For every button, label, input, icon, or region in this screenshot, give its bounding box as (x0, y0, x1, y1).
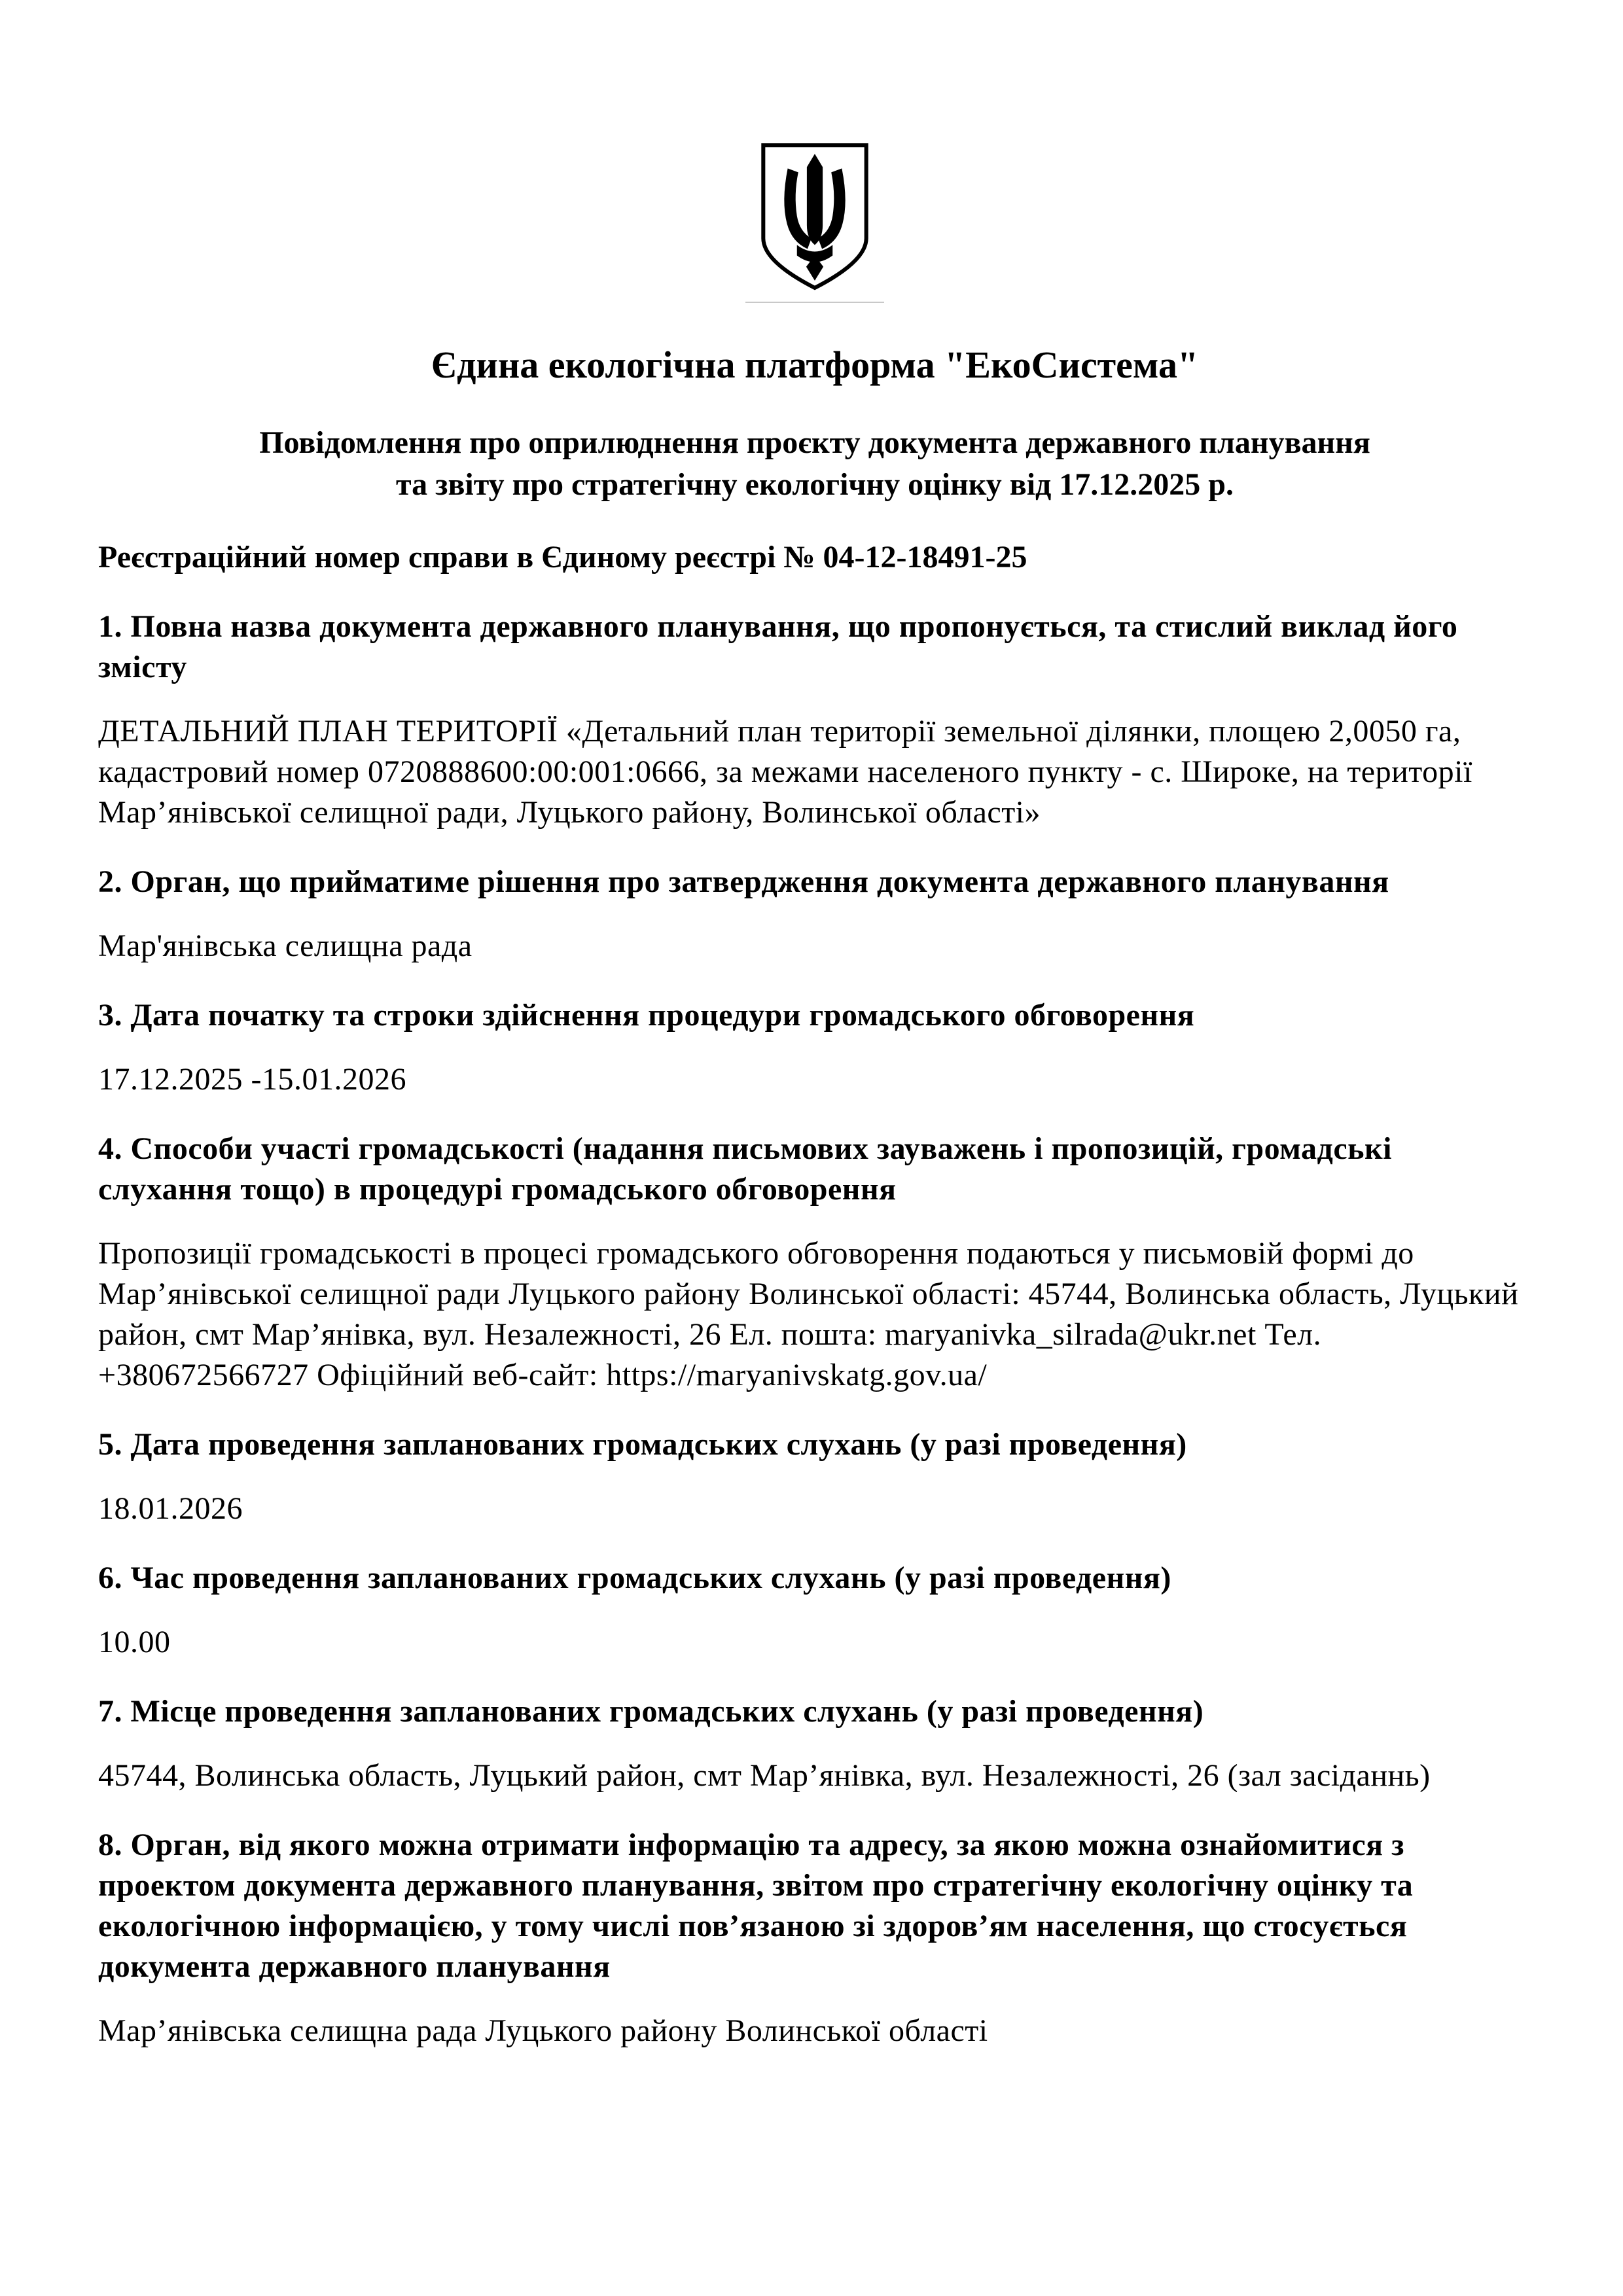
section-2-approving-authority (98, 862, 1531, 966)
section-4-participation-methods (98, 1129, 1531, 1396)
section-1-body: ДЕТАЛЬНИЙ ПЛАН ТЕРИТОРІЇ «Детальний план території земельної ділянки, площею 2,0050 га, кадастровий номер 0720888600:00:001:0666, за межами населеного пункту - с. Широке, на території Мар’янівської селищної ради, Луцького району, Волинської області» (98, 714, 1472, 830)
registry-number: Реєстраційний номер справи в Єдиному реєстрі № 04-12-18491-25 (98, 540, 1027, 574)
section-1-heading: 1. Повна назва документа державного планування, що пропонується, та стислий виклад його змісту (98, 609, 1458, 684)
section-2-body: Мар'янівська селищна рада (98, 928, 473, 963)
section-5-hearing-date (98, 1424, 1531, 1529)
document-body (98, 607, 1531, 2051)
section-6-hearing-time (98, 1558, 1531, 1663)
document-header (98, 141, 1531, 578)
section-6-heading: 6. Час проведення запланованих громадських слухань (у разі проведення) (98, 1561, 1171, 1595)
section-4-body: Пропозиції громадськості в процесі громадського обговорення подаються у письмовій формі до Мар’янівської селищної ради Луцького району Волинської області: 45744, Волинська область, Луцький район, смт Мар’янівка, вул. Незалежності, 26 Ел. пошта: maryanivka_silrada@ukr.net Тел. +380672566727 Офіційний веб-сайт: https://maryanivskatg.gov.ua/ (98, 1236, 1519, 1392)
section-7-heading: 7. Місце проведення запланованих громадських слухань (у разі проведення) (98, 1694, 1204, 1729)
section-7-hearing-place (98, 1691, 1531, 1796)
section-1-full-name (98, 607, 1531, 833)
platform-title: Єдина екологічна платформа "ЕкоСистема" (431, 344, 1199, 386)
notice-title (98, 422, 1531, 506)
section-8-body: Мар’янівська селищна рада Луцького району Волинської області (98, 2013, 988, 2048)
section-7-body: 45744, Волинська область, Луцький район, смт Мар’янівка, вул. Незалежності, 26 (зал засіданнь) (98, 1758, 1431, 1793)
ukraine-trident-emblem-icon (758, 141, 871, 292)
section-6-body: 10.00 (98, 1625, 171, 1659)
section-8-heading: 8. Орган, від якого можна отримати інформацію та адресу, за якою можна ознайомитися з проектом документа державного планування, звітом про стратегічну екологічну оцінку та екологічною інформацією, у тому числі пов’язаною зі здоров’ям населення, що стосується документа державного планування (98, 1828, 1414, 1984)
notice-title-line1: Повідомлення про оприлюднення проєкту документа державного планування (259, 425, 1370, 460)
section-3-body: 17.12.2025 -15.01.2026 (98, 1062, 406, 1097)
notice-title-line2: та звіту про стратегічну екологічну оцінку від 17.12.2025 р. (395, 467, 1234, 502)
section-4-heading: 4. Способи участі громадськості (надання письмових зауважень і пропозицій, громадські слухання тощо) в процедурі громадського обговорення (98, 1131, 1393, 1207)
section-5-heading: 5. Дата проведення запланованих громадських слухань (у разі проведення) (98, 1427, 1187, 1462)
section-2-heading: 2. Орган, що прийматиме рішення про затвердження документа державного планування (98, 864, 1389, 899)
section-8-information-authority (98, 1825, 1531, 2051)
section-5-body: 18.01.2026 (98, 1491, 243, 1526)
section-3-heading: 3. Дата початку та строки здійснення процедури громадського обговорення (98, 998, 1195, 1033)
section-3-discussion-dates (98, 995, 1531, 1100)
emblem-block (745, 141, 884, 303)
